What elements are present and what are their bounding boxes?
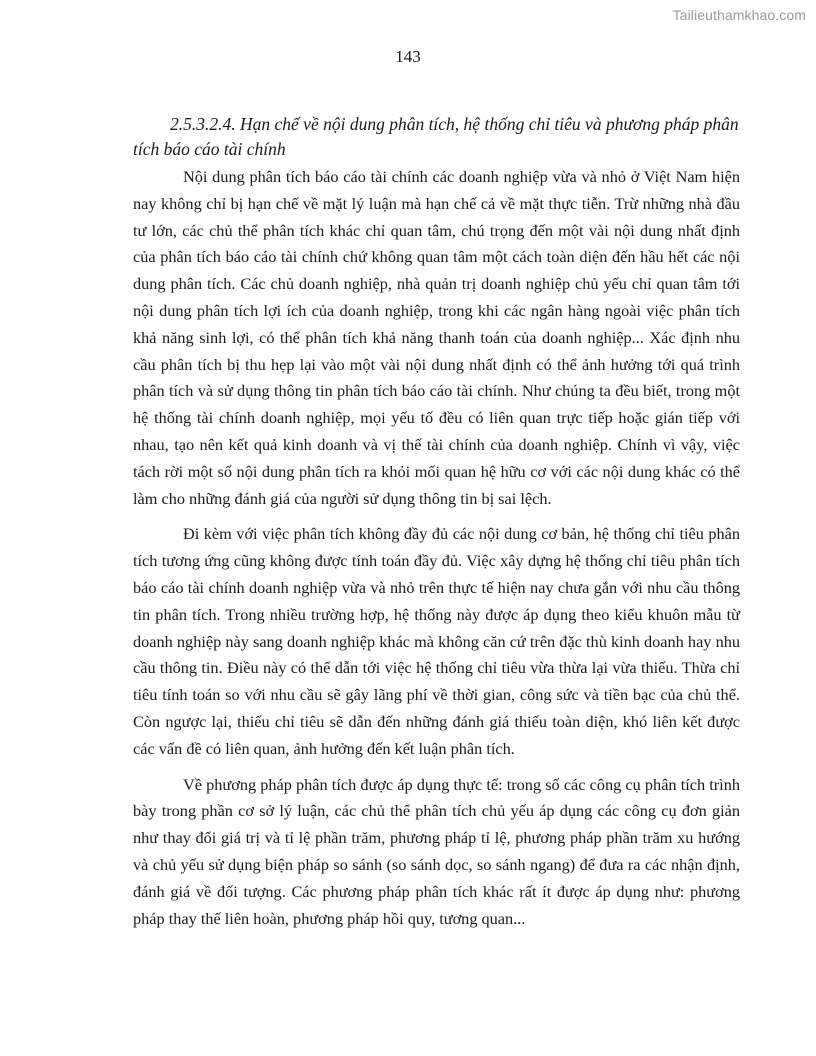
- document-body: [133, 112, 740, 941]
- page-number: 143: [395, 47, 421, 66]
- watermark: Tailieuthamkhao.com: [672, 7, 806, 23]
- section-heading: 2.5.3.2.4. Hạn chế về nội dung phân tích, hệ thống chỉ tiêu và phương pháp phân tích báo cáo tài chính: [133, 114, 739, 159]
- paragraph-content-limitations: Nội dung phân tích báo cáo tài chính các doanh nghiệp vừa và nhỏ ở Việt Nam hiện nay không chỉ bị hạn chế về mặt lý luận mà hạn chế cả về mặt thực tiễn. Trừ những nhà đầu tư lớn, các chủ thể phân tích khác chỉ quan tâm, chú trọng đến một vài nội dung nhất định của phân tích báo cáo tài chính chứ không quan tâm một cách toàn diện đến hầu hết các nội dung phân tích. Các chủ doanh nghiệp, nhà quản trị doanh nghiệp chủ yếu chỉ quan tâm tới nội dung phân tích lợi ích của doanh nghiệp, trong khi các ngân hàng ngoài việc phân tích khả năng sinh lợi, có thể phân tích khả năng thanh toán của doanh nghiệp... Xác định nhu cầu phân tích bị thu hẹp lại vào một vài nội dung nhất định có thể ảnh hưởng tới quá trình phân tích và sử dụng thông tin phân tích báo cáo tài chính. Như chúng ta đều biết, trong một hệ thống tài chính doanh nghiệp, mọi yếu tố đều có liên quan trực tiếp hoặc gián tiếp với nhau, tạo nên kết quả kinh doanh và vị thế tài chính của doanh nghiệp. Chính vì vậy, việc tách rời một số nội dung phân tích ra khỏi mối quan hệ hữu cơ với các nội dung khác có thể làm cho những đánh giá của người sử dụng thông tin bị sai lệch.: [133, 167, 740, 508]
- paragraph-indicator-system: Đi kèm với việc phân tích không đầy đủ các nội dung cơ bản, hệ thống chỉ tiêu phân tích tương ứng cũng không được tính toán đầy đủ. Việc xây dựng hệ thống chỉ tiêu phân tích báo cáo tài chính doanh nghiệp vừa và nhỏ trên thực tế hiện nay chưa gắn với nhu cầu thông tin phân tích. Trong nhiều trường hợp, hệ thống này được áp dụng theo kiểu khuôn mẫu từ doanh nghiệp này sang doanh nghiệp khác mà không căn cứ trên đặc thù kinh doanh hay nhu cầu thông tin. Điều này có thể dẫn tới việc hệ thống chỉ tiêu vừa thừa lại vừa thiếu. Thừa chỉ tiêu tính toán so với nhu cầu sẽ gây lãng phí về thời gian, công sức và tiền bạc của chủ thể. Còn ngược lại, thiếu chỉ tiêu sẽ dẫn đến những đánh giá thiếu toàn diện, khó liên kết được các vấn đề có liên quan, ảnh hưởng đến kết luận phân tích.: [133, 524, 740, 758]
- paragraph-analysis-methods: Về phương pháp phân tích được áp dụng thực tế: trong số các công cụ phân tích trình bày trong phần cơ sở lý luận, các chủ thể phân tích chủ yếu áp dụng các công cụ đơn giản như thay đổi giá trị và tỉ lệ phần trăm, phương pháp tỉ lệ, phương pháp phần trăm xu hướng và chủ yếu sử dụng biện pháp so sánh (so sánh dọc, so sánh ngang) để đưa ra các nhận định, đánh giá về đối tượng. Các phương pháp phân tích khác rất ít được áp dụng như: phương pháp thay thế liên hoàn, phương pháp hồi quy, tương quan...: [133, 774, 740, 928]
